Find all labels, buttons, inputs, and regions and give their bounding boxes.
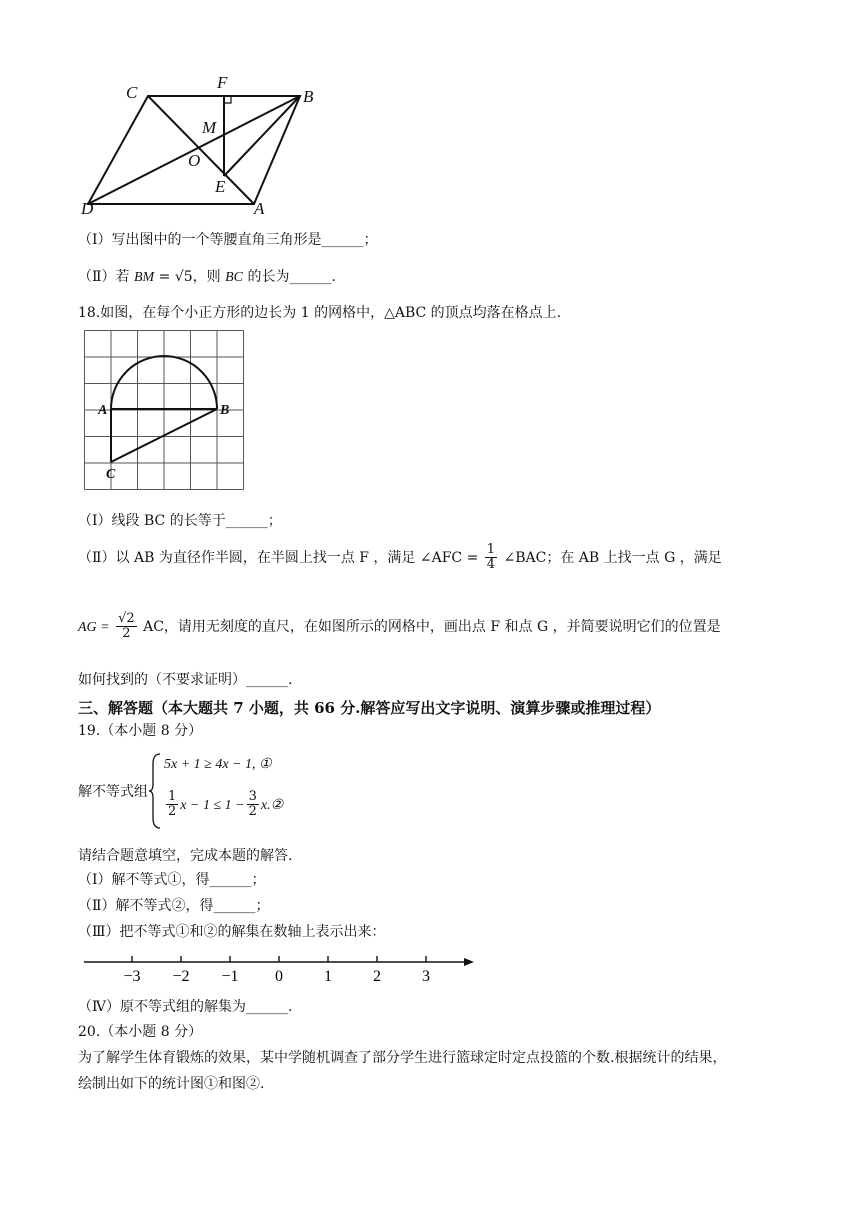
q17-bm: BM	[133, 270, 155, 285]
section-3-heading: 三、解答题（本大题共 7 小题，共 66 分.解答应写出文字说明、演算步骤或推理过程）	[78, 699, 661, 717]
right-angle-mark	[224, 96, 231, 103]
q19-lead: 解不等式组	[78, 784, 148, 800]
q18-part2-a: （Ⅱ）以 AB 为直径作半圆，在半圆上找一点 F ，满足 ∠AFC =	[78, 549, 479, 566]
label-f: F	[217, 74, 228, 92]
number-line	[82, 950, 482, 988]
q18-part2	[78, 543, 722, 573]
diagonal-ca	[148, 96, 254, 204]
number-line-label: 2	[373, 968, 381, 985]
q17-part2-mid: ，则	[192, 269, 226, 285]
q17-part2-pre: （Ⅱ）若	[78, 269, 134, 285]
q19-instructions: 请结合题意填空，完成本题的解答.	[78, 848, 293, 864]
q20-line1: 为了解学生体育锻炼的效果，某中学随机调查了部分学生进行篮球定时定点投篮的个数.根据统计的结果，	[78, 1050, 727, 1066]
q20-head: 20.（本小题 8 分）	[78, 1024, 203, 1040]
q18-part2-b: ∠BAC；在 AB 上找一点 G ，满足	[503, 549, 722, 566]
q17-figure	[78, 74, 328, 216]
brace-icon	[148, 752, 162, 830]
q19-part2: （Ⅱ）解不等式②，得______；	[78, 898, 270, 914]
number-line-arrow	[464, 958, 474, 966]
q18-part1: （Ⅰ）线段 BC 的长等于______；	[78, 513, 282, 529]
q19-part4: （Ⅳ）原不等式组的解集为______.	[78, 999, 293, 1015]
q17-part2	[78, 266, 336, 286]
number-line-label: 3	[422, 968, 430, 985]
q18-part2-c: AC，请用无刻度的直尺，在如图所示的网格中，画出点 F 和点 G ，并简要说明它们的位置是	[143, 618, 721, 635]
number-line-label: −2	[172, 968, 190, 985]
diagonal-db	[88, 96, 300, 204]
q19-head: 19.（本小题 8 分）	[78, 723, 203, 739]
q19-system	[78, 750, 438, 832]
q18-stem: 18.如图，在每个小正方形的边长为 1 的网格中，△ABC 的顶点均落在格点上.	[78, 305, 562, 321]
number-line-label: 1	[324, 968, 332, 985]
number-line-label: −3	[123, 968, 141, 985]
q17-part1: （Ⅰ）写出图中的一个等腰直角三角形是______；	[78, 232, 378, 248]
q19-inequality-2: $\frac{1}{2}$ x − 1 ≤ 1 − $\frac{3}{2}$ x.②	[168, 789, 284, 820]
q17-bc: BC	[225, 270, 243, 285]
q18-part2-end: 如何找到的（不要求证明）______.	[78, 672, 293, 688]
label-b: B	[303, 87, 314, 106]
label-c: C	[126, 83, 138, 102]
label-d: D	[81, 199, 94, 216]
label-b: B	[220, 403, 230, 418]
q18-grid-figure	[84, 330, 244, 492]
q17-part2-post: 的长为______.	[243, 269, 336, 285]
q18-ag-eq: AG =	[78, 619, 110, 635]
label-m: M	[202, 118, 217, 137]
q20-line2: 绘制出如下的统计图①和图②.	[78, 1076, 265, 1092]
number-line-label: 0	[275, 968, 283, 985]
fraction-three-halves: $\frac{3}{2}$	[248, 789, 257, 820]
q18-part2-cont	[78, 612, 721, 642]
q19-part3: （Ⅲ）把不等式①和②的解集在数轴上表示出来：	[78, 924, 386, 940]
number-line-label: −1	[221, 968, 239, 985]
label-c: C	[106, 467, 116, 482]
label-a: A	[98, 403, 108, 418]
label-a: A	[254, 199, 265, 216]
q19-part1: （Ⅰ）解不等式①，得______；	[78, 872, 266, 888]
q19-inequality-1: 5x + 1 ≥ 4x − 1, ①	[164, 757, 272, 772]
segment-be	[224, 96, 300, 176]
fraction-root2-over-2: $\frac{√2}{2}$	[118, 611, 135, 642]
q17-eq: = √5	[154, 269, 193, 285]
label-o: O	[188, 151, 201, 170]
fraction-half: $\frac{1}{2}$	[168, 789, 177, 820]
label-e: E	[215, 177, 226, 196]
fraction-one-quarter: $\frac{1}{4}$	[486, 542, 496, 573]
